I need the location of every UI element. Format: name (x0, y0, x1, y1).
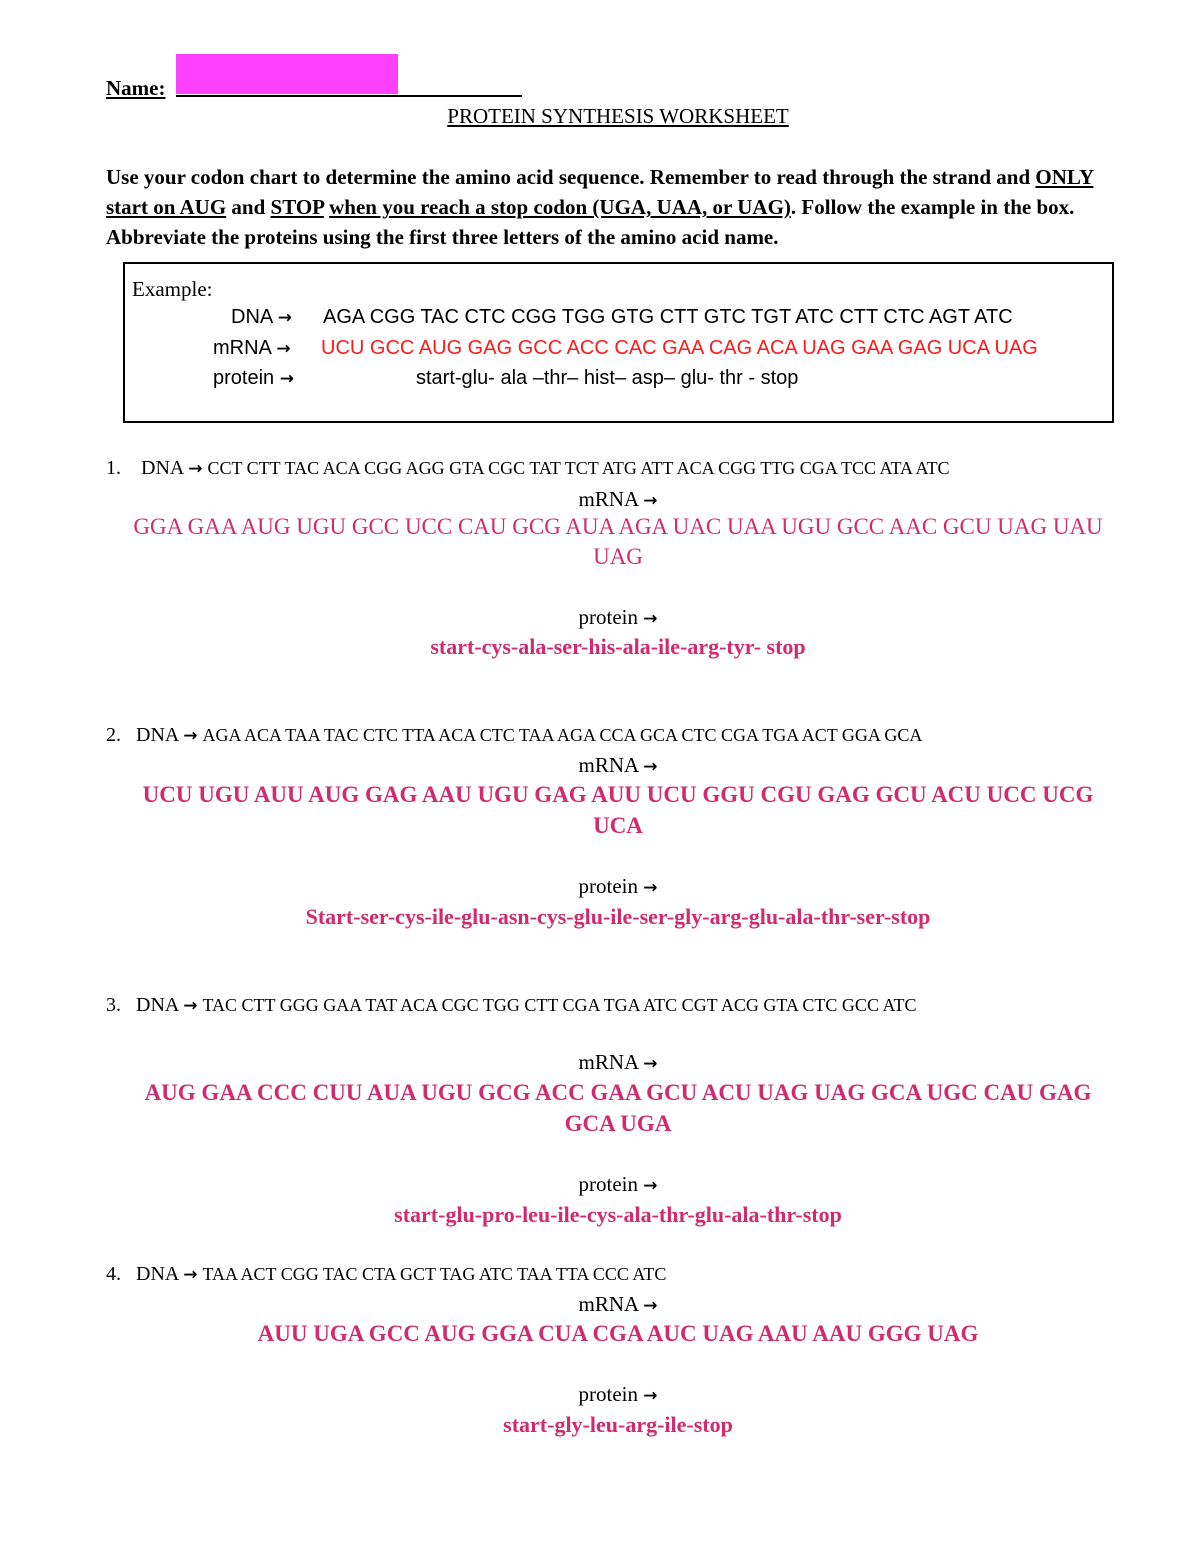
dna-label: DNA (141, 457, 184, 479)
arrow-icon: → (643, 1176, 658, 1196)
problem-number: 4. (106, 1263, 121, 1285)
problem-1-mrna-label: mRNA → (578, 487, 658, 511)
problem-3-mrna-label: mRNA → (578, 1050, 658, 1074)
problem-3-mrna-line2: GCA UGA (564, 1111, 672, 1136)
problem-3-dna-row (106, 994, 916, 1017)
worksheet-title: PROTEIN SYNTHESIS WORKSHEET (447, 104, 789, 128)
arrow-icon: → (188, 459, 203, 479)
problem-2-mrna-label: mRNA → (578, 753, 658, 777)
problem-number: 3. (106, 994, 121, 1016)
problem-1-protein-label: protein → (578, 605, 658, 629)
example-protein-label: protein (213, 367, 275, 389)
problem-3-protein-label: protein → (578, 1172, 658, 1196)
example-label: Example: (132, 277, 213, 301)
problem-2-mrna-line2: UCA (593, 813, 643, 838)
problem-4-mrna-line1: AUU UGA GCC AUG GGA CUA CGA AUC UAG AAU AAU GGG UAG (257, 1321, 979, 1346)
problem-1-dna-row (106, 457, 950, 480)
problem-3-protein: start-glu-pro-leu-ile-cys-ala-thr-glu-ala-thr-stop (394, 1202, 842, 1227)
example-dna-label: DNA (231, 306, 273, 328)
arrow-icon: → (183, 1265, 198, 1285)
arrow-icon: → (183, 996, 198, 1016)
problem-4-dna-row (106, 1263, 666, 1286)
dna-sequence: TAC CTT GGG GAA TAT ACA CGC TGG CTT CGA TGA ATC CGT ACG GTA CTC GCC ATC (202, 995, 917, 1015)
arrow-icon: → (277, 308, 292, 328)
problem-2-mrna-line1: UCU UGU AUU AUG GAG AAU UGU GAG AUU UCU GGU CGU GAG GCU ACU UCC UCG (142, 782, 1094, 807)
problem-1-mrna-line1: GGA GAA AUG UGU GCC UCC CAU GCG AUA AGA UAC UAA UGU GCC AAC GCU UAG UAU (133, 514, 1103, 539)
problem-4-protein-label: protein → (578, 1382, 658, 1406)
problem-number: 2. (106, 724, 121, 746)
example-protein-seq: start-glu- ala –thr– hist– asp– glu- thr - stop (416, 367, 799, 389)
arrow-icon: → (276, 339, 291, 359)
problem-3-mrna-line1: AUG GAA CCC CUU AUA UGU GCG ACC GAA GCU ACU UAG UAG GCA UGC CAU GAG (144, 1080, 1092, 1105)
redacted-name-block (176, 54, 398, 94)
instructions: Use your codon chart to determine the amino acid sequence. Remember to read through the strand and ONLY start on AUG and STOP when you reach a stop codon (UGA, UAA, or UAG). Follow the example in the box. Abbreviate the proteins using the first three letters of the amino acid name. (106, 165, 1094, 249)
problem-4-protein: start-gly-leu-arg-ile-stop (503, 1412, 733, 1437)
example-dna-row (231, 306, 292, 329)
dna-label: DNA (136, 1263, 179, 1285)
example-dna-seq: AGA CGG TAC CTC CGG TGG GTG CTT GTC TGT ATC CTT CTC AGT ATC (323, 306, 1013, 328)
problem-2-protein: Start-ser-cys-ile-glu-asn-cys-glu-ile-ser-gly-arg-glu-ala-thr-ser-stop (305, 904, 931, 929)
problem-number: 1. (106, 457, 121, 479)
arrow-icon: → (643, 1386, 658, 1406)
example-mrna-row (213, 337, 291, 360)
example-mrna-seq: UCU GCC AUG GAG GCC ACC CAC GAA CAG ACA UAG GAA GAG UCA UAG (321, 337, 1038, 359)
example-mrna-label: mRNA (213, 337, 271, 359)
arrow-icon: → (643, 491, 658, 511)
name-underline (176, 95, 522, 97)
problem-2-protein-label: protein → (578, 874, 658, 898)
arrow-icon: → (643, 1296, 658, 1316)
arrow-icon: → (643, 878, 658, 898)
arrow-icon: → (183, 726, 198, 746)
dna-label: DNA (136, 724, 179, 746)
name-label: Name: (106, 76, 166, 100)
dna-sequence: TAA ACT CGG TAC CTA GCT TAG ATC TAA TTA CCC ATC (202, 1264, 667, 1284)
arrow-icon: → (643, 1054, 658, 1074)
dna-sequence: AGA ACA TAA TAC CTC TTA ACA CTC TAA AGA CCA GCA CTC CGA TGA ACT GGA GCA (202, 725, 923, 745)
arrow-icon: → (279, 369, 294, 389)
problem-4-mrna-label: mRNA → (578, 1292, 658, 1316)
arrow-icon: → (643, 757, 658, 777)
problem-2-dna-row (106, 724, 922, 747)
example-protein-row (213, 367, 294, 390)
arrow-icon: → (643, 609, 658, 629)
problem-1-protein: start-cys-ala-ser-his-ala-ile-arg-tyr- stop (430, 634, 806, 659)
dna-sequence: CCT CTT TAC ACA CGG AGG GTA CGC TAT TCT ATG ATT ACA CGG TTG CGA TCC ATA ATC (207, 458, 950, 478)
problem-1-mrna-line2: UAG (593, 544, 643, 569)
dna-label: DNA (136, 994, 179, 1016)
